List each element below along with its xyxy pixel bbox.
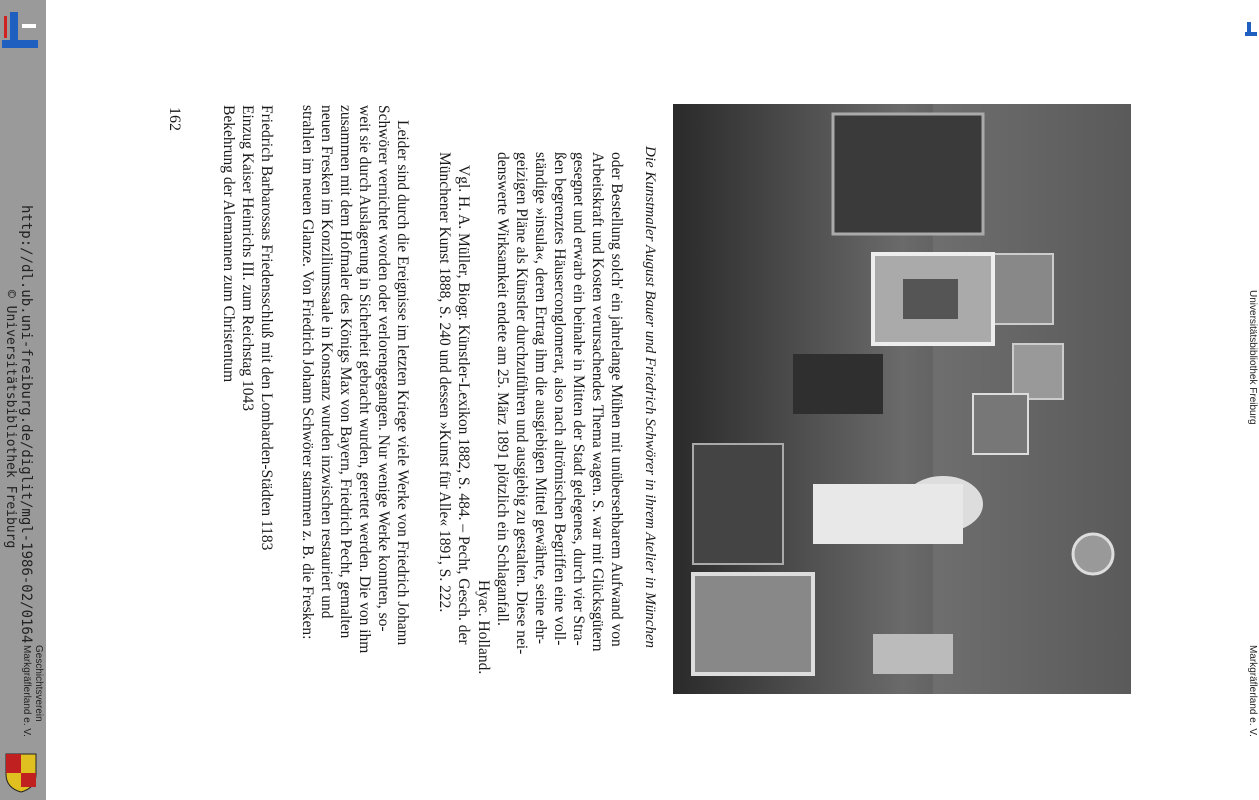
document-url[interactable]: http://dl.ub.uni-freiburg.de/diglit/mgl-1986-02/0164 [18, 205, 34, 644]
text-line-15: neuen Fresken im Konziliumssaale in Konstanz wurden inzwischen restauriert und [318, 105, 335, 619]
text-line-14: zusammen mit dem Hofmaler des Königs Max von Bayern, Friedrich Pecht, gemalten [337, 105, 354, 639]
text-line-19: Friedrich Barbarossas Friedensschluß mit den Lombarden-Städten 1183 [258, 105, 275, 551]
text-line-8-signature: Hyac. Holland. [475, 580, 492, 675]
text-line-4: ßen begrenztes Häuserconglomerat, also nach altrömischen Begriffen eine voll- [551, 152, 568, 646]
text-line-1: oder Bestellung solch' ein jahrelange Mühen mit unübersehbarem Aufwand von [608, 152, 625, 647]
copyright-text: © Universitätsbibliothek Freiburg [3, 290, 18, 549]
text-line-13: weit sie durch Auslagerung in Sicherheit gebracht wurden, gerettet werden. Die von ihm [356, 105, 373, 654]
right-institution-text: Universitätsbibliothek Freiburg [1247, 290, 1258, 425]
atelier-photograph [673, 104, 1131, 694]
society-name-line2: Markgräflerland e. V. [21, 645, 32, 737]
coat-of-arms-icon [2, 750, 40, 794]
left-viewer-bar [0, 0, 46, 800]
ub-logo-small-icon [1245, 20, 1259, 40]
text-line-5: ständige »insula«, deren Ertrag ihm die ausgiebigen Mittel gewährte, seine ehr- [532, 152, 549, 645]
text-line-6: geizigen Pläne als Künstler durchzuführen und ausgiebig zu gestalten. Diese nei- [513, 152, 530, 655]
text-line-17: Bekehrung der Alemannen zum Christentum [220, 105, 237, 383]
ub-logo-icon [0, 10, 40, 50]
text-line-10: Münchener Kunst 1888, S. 240 und dessen »Kunst für Alle« 1891, S. 222. [436, 152, 453, 613]
text-line-9: Vgl. H. A. Müller, Biogr. Künstler-Lexikon 1882, S. 484. – Pecht, Gesch. der [455, 165, 472, 645]
text-line-12: Schwörer vernichtet worden oder verlorengegangen. Nur wenige Werke konnten, so- [375, 105, 392, 632]
society-name-line1: Geschichtsverein [33, 645, 44, 722]
right-society-text: Markgräflerland e. V. [1247, 645, 1258, 737]
text-line-3: gesegnet und erwarb ein beinahe in Mitten der Stadt gelegenes, durch vier Stra- [570, 152, 587, 646]
scanned-page [46, 0, 1245, 800]
photograph-image [673, 104, 1131, 694]
text-line-7: denswerte Wirksamkeit endete am 25. März 1891 plötzlich ein Schlaganfall. [494, 152, 511, 626]
text-line-2: Arbeitskraft und Kosten verursachendes Thema wagen. S. war mit Glücksgütern [589, 152, 606, 652]
text-line-18: Einzug Kaiser Heinrichs III. zum Reichstag 1043 [239, 105, 256, 412]
page-number: 162 [166, 107, 183, 131]
right-viewer-bar [1245, 0, 1259, 800]
text-line-11: Leider sind durch die Ereignisse im letzten Kriege viele Werke von Friedrich Johann [394, 120, 411, 646]
text-line-16: strahlen im neuen Glanze. Von Friedrich Johann Schwörer stammen z. B. die Fresken: [299, 105, 316, 640]
photo-caption: Die Kunstmaler August Bauer und Friedrich Schwörer in ihrem Atelier in München [642, 146, 658, 649]
